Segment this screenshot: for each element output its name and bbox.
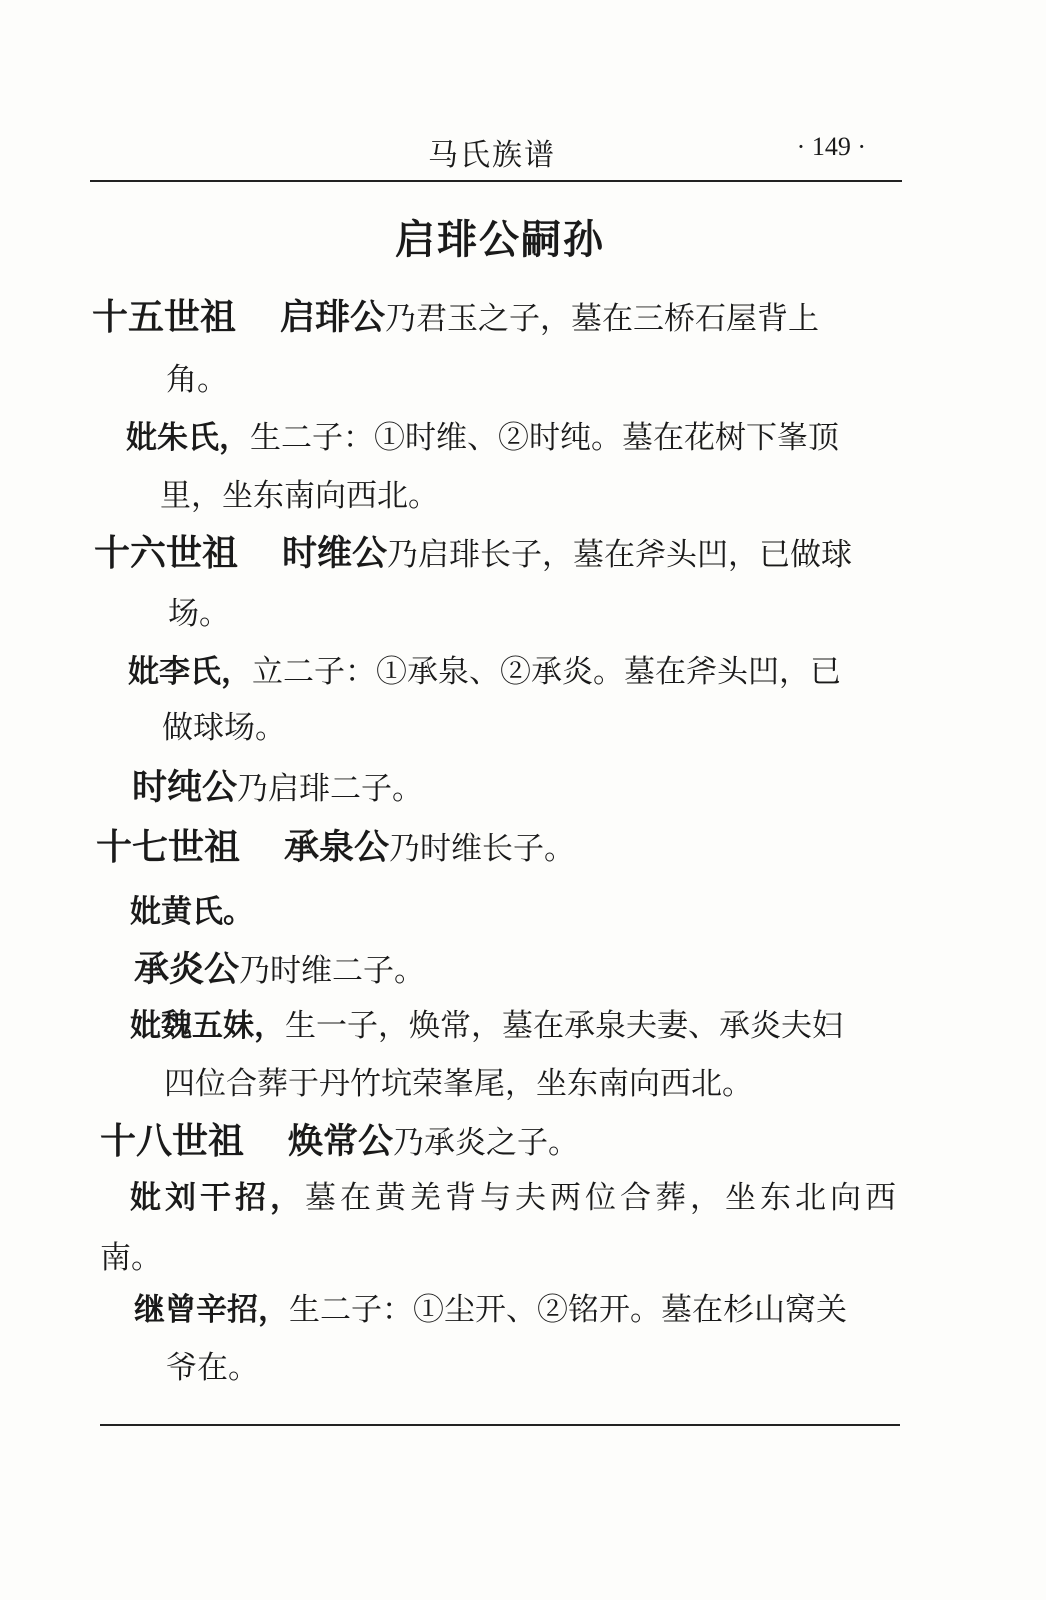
ancestor-name: 启琲公 bbox=[280, 298, 386, 338]
entry-gen18-wife-cont bbox=[100, 1238, 162, 1278]
entry-text: 乃启琲二子。 bbox=[237, 771, 424, 807]
generation-label: 十七世祖 bbox=[96, 827, 241, 868]
spouse-text-cont: 南。 bbox=[100, 1240, 162, 1276]
entry-gen16-wife-cont bbox=[162, 708, 286, 748]
spouse-text-cont: 四位合葬于丹竹坑荣峯尾，坐东南向西北。 bbox=[164, 1066, 753, 1102]
spouse-name: 妣李氏， bbox=[128, 654, 252, 690]
entry-gen15-wife-cont bbox=[160, 476, 439, 516]
entry-gen15-cont bbox=[166, 360, 228, 400]
spouse-text: 立二子：①承泉、②承炎。墓在斧头凹，已 bbox=[252, 654, 841, 690]
entry-text: 乃启琲长子，墓在斧头凹，已做球 bbox=[387, 537, 853, 573]
spouse-text: 生二子：①尘开、②铭开。墓在杉山窝关 bbox=[289, 1292, 847, 1328]
entry-text-cont: 角。 bbox=[166, 362, 228, 398]
entry-text: 乃时维二子。 bbox=[239, 953, 426, 989]
entry-text: 乃时维长子。 bbox=[389, 831, 576, 867]
book-title: 马氏族谱 bbox=[428, 138, 556, 173]
entry-gen16-b bbox=[132, 768, 423, 808]
entry-gen17 bbox=[96, 828, 575, 868]
ancestor-name: 焕常公 bbox=[288, 1122, 394, 1162]
entry-gen16 bbox=[94, 534, 852, 574]
entry-gen17-wife bbox=[130, 892, 254, 932]
entry-gen17-b-wife-cont bbox=[164, 1064, 753, 1104]
page-number: · 149 · bbox=[796, 132, 866, 161]
ancestor-name: 承泉公 bbox=[284, 828, 390, 868]
spouse-text: 生二子：①时维、②时纯。墓在花树下峯顶 bbox=[250, 420, 839, 456]
entry-text: 乃君玉之子，墓在三桥石屋背上 bbox=[385, 301, 820, 337]
spouse-text-cont: 爷在。 bbox=[166, 1350, 259, 1386]
entry-gen18 bbox=[100, 1122, 579, 1162]
entry-text: 乃承炎之子。 bbox=[393, 1125, 580, 1161]
section-title: 启琲公嗣孙 bbox=[395, 217, 605, 263]
spouse-name: 妣黄氏。 bbox=[130, 894, 254, 930]
spouse-name: 继曾辛招， bbox=[134, 1292, 289, 1328]
entry-gen17-b bbox=[134, 950, 425, 990]
entry-text-cont: 场。 bbox=[168, 596, 230, 632]
entry-gen16-wife bbox=[128, 652, 841, 692]
footer-divider bbox=[100, 1424, 900, 1426]
spouse-name: 妣魏五妹， bbox=[130, 1008, 285, 1044]
header-divider bbox=[90, 180, 902, 182]
entry-gen18-wife2-cont bbox=[166, 1348, 259, 1388]
ancestor-name: 时纯公 bbox=[132, 768, 238, 808]
entry-gen18-wife2 bbox=[134, 1290, 847, 1330]
ancestor-name: 承炎公 bbox=[134, 950, 240, 990]
entry-gen15 bbox=[92, 298, 819, 338]
spouse-text-cont: 做球场。 bbox=[162, 710, 286, 746]
spouse-name: 妣刘干招， bbox=[130, 1180, 305, 1216]
spouse-text-cont: 里，坐东南向西北。 bbox=[160, 478, 439, 514]
generation-label: 十六世祖 bbox=[94, 533, 239, 574]
spouse-name: 妣朱氏， bbox=[126, 420, 250, 456]
generation-label: 十五世祖 bbox=[92, 297, 237, 338]
spouse-text: 生一子，焕常，墓在承泉夫妻、承炎夫妇 bbox=[285, 1008, 843, 1044]
entry-gen16-cont bbox=[168, 594, 230, 634]
ancestor-name: 时维公 bbox=[282, 534, 388, 574]
entry-gen15-wife bbox=[126, 418, 839, 458]
spouse-text: 墓在黄羌背与夫两位合葬，坐东北向西 bbox=[305, 1180, 900, 1216]
generation-label: 十八世祖 bbox=[100, 1121, 245, 1162]
entry-gen17-b-wife bbox=[130, 1006, 843, 1046]
page-header bbox=[90, 128, 902, 180]
entry-gen18-wife bbox=[130, 1178, 900, 1218]
